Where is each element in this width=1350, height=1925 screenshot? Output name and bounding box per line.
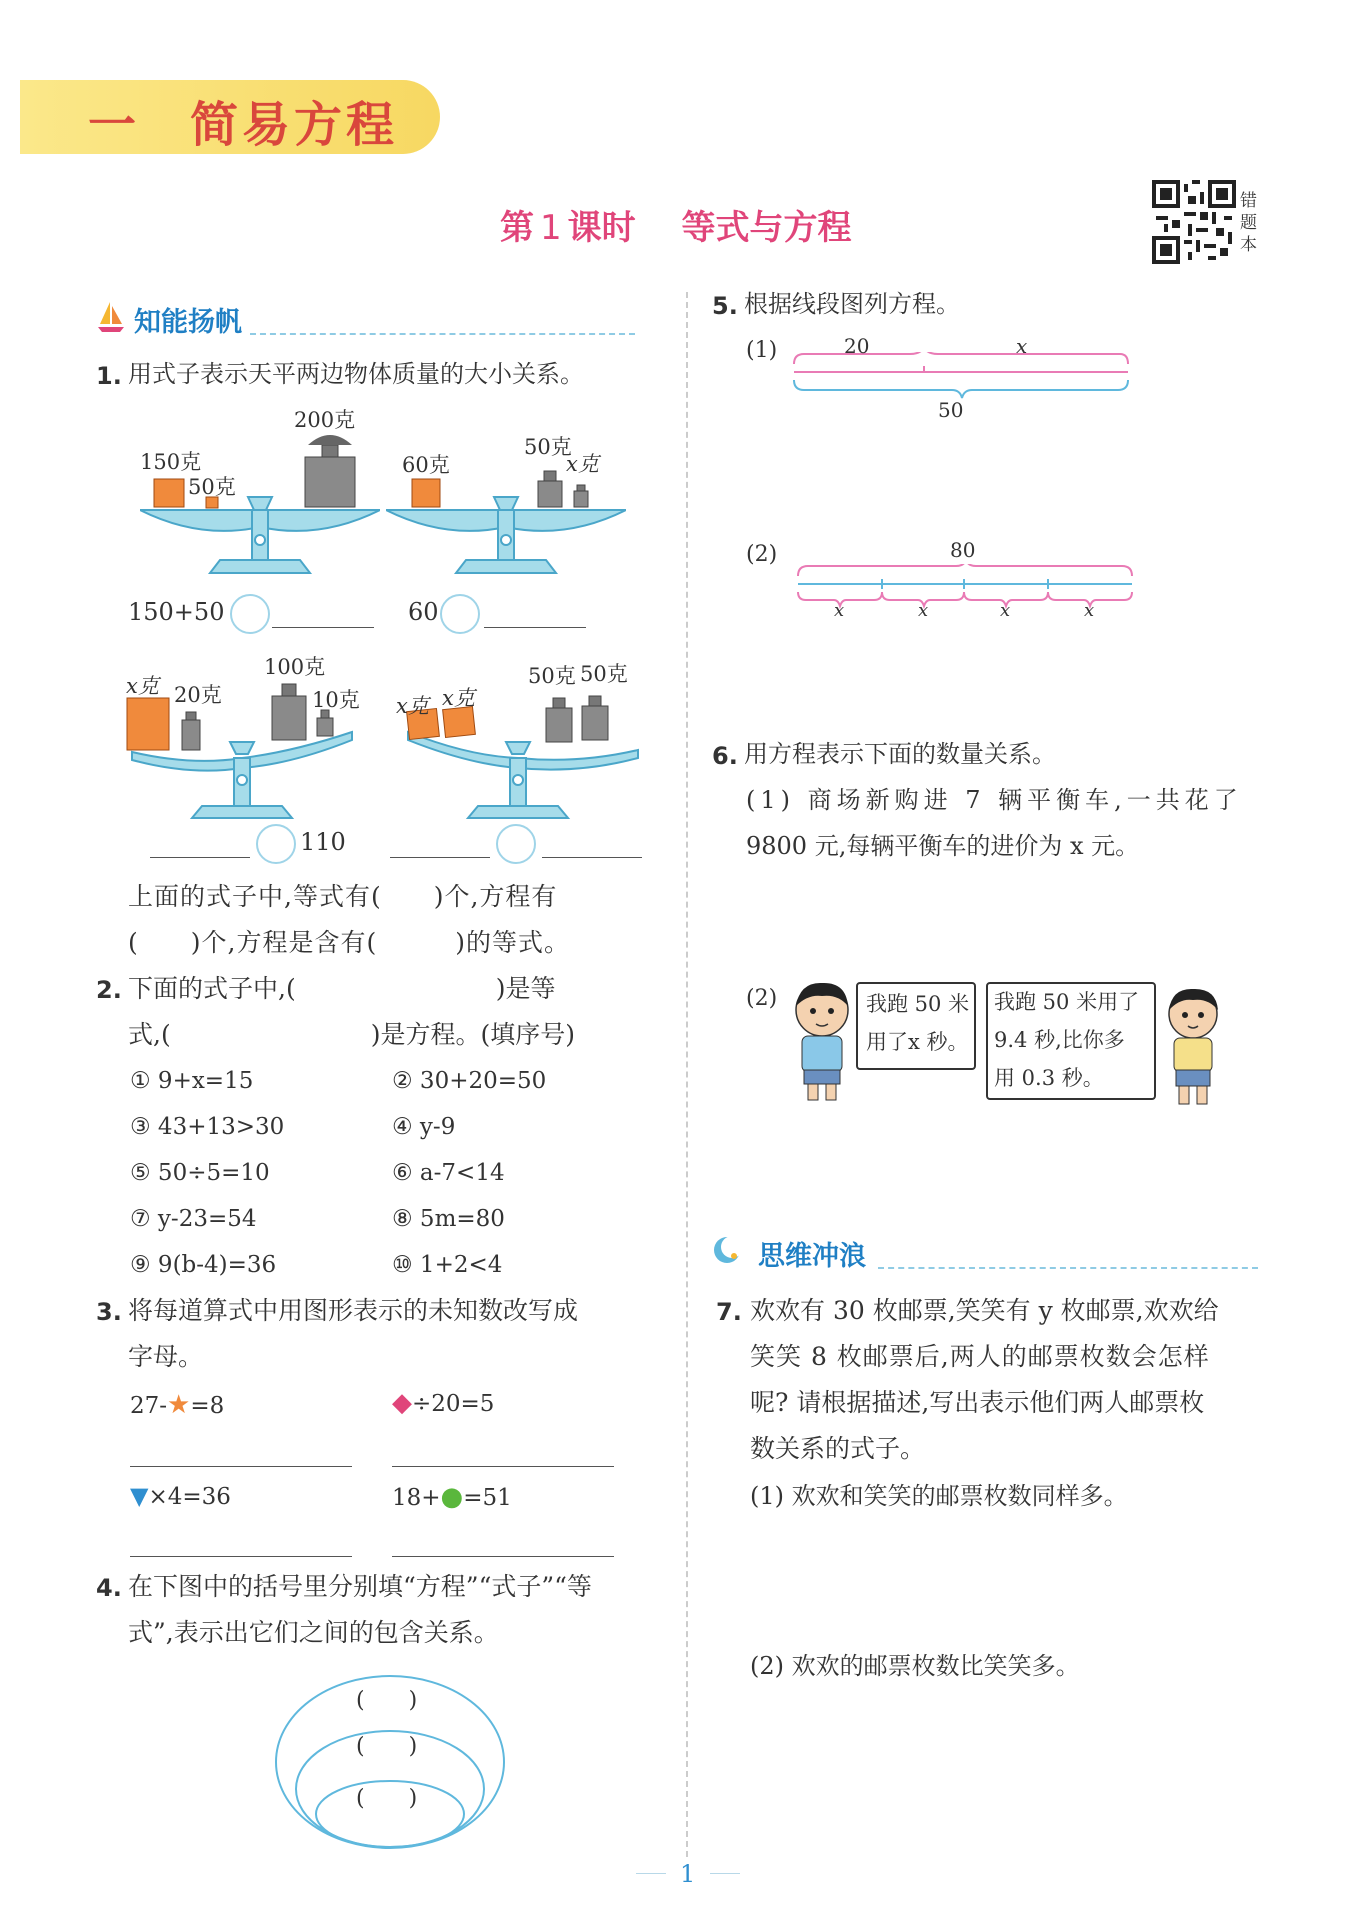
q2-line2: 式,( )是方程。(填序号) bbox=[128, 1020, 575, 1049]
scale2-label-a: 60克 bbox=[402, 453, 450, 477]
q7-p1: (1) 欢欢和笑笑的邮票枚数同样多。 bbox=[750, 1482, 1128, 1510]
q4-paren-inner[interactable]: ( ) bbox=[356, 1786, 418, 1811]
q3-eq4 bbox=[392, 1482, 512, 1513]
boy-character-2 bbox=[1160, 984, 1226, 1118]
scale2-label-b: 50克 bbox=[524, 435, 572, 459]
q3-eq2-answer[interactable] bbox=[392, 1466, 614, 1467]
q2-item-5: ⑤ 50÷5=10 bbox=[130, 1160, 270, 1186]
scale3-label-a: x克 bbox=[126, 674, 159, 698]
page-number: 1 bbox=[680, 1860, 696, 1888]
q3-eq1-left: 27- bbox=[130, 1393, 168, 1419]
star-icon: ★ bbox=[167, 1390, 191, 1420]
bubble2-line2: 9.4 秒,比你多 bbox=[994, 1028, 1125, 1052]
qr-code-icon[interactable] bbox=[1152, 180, 1236, 264]
q3-eq4-answer[interactable] bbox=[392, 1556, 614, 1557]
q5-p1-b: x bbox=[1016, 334, 1028, 358]
scale4-answer-blank-left[interactable] bbox=[390, 857, 490, 858]
q7-line3: 呢? 请根据描述,写出表示他们两人邮票枚 bbox=[750, 1388, 1205, 1417]
q3-number: 3. bbox=[96, 1298, 122, 1326]
q5-number: 5. bbox=[712, 292, 738, 320]
green-circle-icon: ● bbox=[440, 1482, 464, 1512]
lesson-suffix: 课时 bbox=[567, 208, 636, 248]
q3-eq3 bbox=[130, 1482, 231, 1512]
q5-p1-total: 50 bbox=[938, 398, 964, 422]
q5-p2-seg-1: x bbox=[834, 600, 845, 621]
scale2-label-c: x克 bbox=[566, 452, 599, 476]
q5-p1-a: 20 bbox=[844, 334, 870, 358]
diamond-icon: ◆ bbox=[392, 1388, 412, 1418]
moon-icon bbox=[712, 1234, 744, 1270]
scale1-label-c: 200克 bbox=[294, 408, 356, 432]
scale1-label-a: 150克 bbox=[140, 450, 202, 474]
bubble2-line1: 我跑 50 米用了 bbox=[994, 990, 1140, 1014]
page-number-rule-right bbox=[710, 1873, 740, 1874]
q3-line1: 将每道算式中用图形表示的未知数改写成 bbox=[128, 1296, 579, 1325]
q3-eq2-right: ÷20=5 bbox=[412, 1391, 495, 1417]
q1-text: 用式子表示天平两边物体质量的大小关系。 bbox=[128, 360, 584, 388]
scale2-answer-blank[interactable] bbox=[484, 627, 586, 628]
scale4-answer-blank-right[interactable] bbox=[542, 857, 642, 858]
q3-eq1-answer[interactable] bbox=[130, 1466, 352, 1467]
q7-line2: 笑笑 8 枚邮票后,两人的邮票枚数会怎样 bbox=[750, 1342, 1210, 1371]
column-divider bbox=[686, 292, 688, 1857]
q2-item-3: ③ 43+13>30 bbox=[130, 1114, 285, 1140]
sailboat-icon bbox=[96, 300, 126, 338]
section-title-2: 思维冲浪 bbox=[758, 1241, 866, 1272]
section-underline-2 bbox=[878, 1267, 1258, 1269]
scale3-label-c: 100克 bbox=[264, 655, 326, 679]
chapter-title: 简易方程 bbox=[190, 97, 399, 153]
q5-p2-total: 80 bbox=[950, 538, 976, 562]
q1-summary-line1: 上面的式子中,等式有( )个,方程有 bbox=[128, 882, 558, 911]
lesson-prefix: 第 bbox=[500, 208, 534, 248]
bubble1-line1: 我跑 50 米 bbox=[866, 992, 970, 1016]
scale3-label-d: 10克 bbox=[312, 688, 360, 712]
q5-segment-diagram-1 bbox=[792, 352, 1132, 404]
balance-scale-3 bbox=[122, 640, 362, 824]
q2-item-1: ① 9+x=15 bbox=[130, 1068, 254, 1094]
scale2-answer-circle[interactable] bbox=[440, 594, 480, 634]
scale1-answer-blank[interactable] bbox=[272, 627, 374, 628]
q2-item-4: ④ y-9 bbox=[392, 1114, 456, 1140]
scale1-expression: 150+50 bbox=[128, 598, 225, 626]
q4-paren-middle[interactable]: ( ) bbox=[356, 1734, 418, 1759]
q5-text: 根据线段图列方程。 bbox=[744, 290, 960, 318]
section-underline-1 bbox=[250, 333, 635, 335]
q7-line4: 数关系的式子。 bbox=[750, 1434, 926, 1463]
q1-summary-line2: ( )个,方程是含有( )的等式。 bbox=[128, 928, 570, 957]
boy-character-1 bbox=[786, 978, 858, 1112]
q2-number: 2. bbox=[96, 976, 122, 1004]
scale2-expression: 60 bbox=[408, 598, 439, 626]
q3-eq3-right: ×4=36 bbox=[148, 1484, 231, 1510]
q2-item-6: ⑥ a-7<14 bbox=[392, 1160, 505, 1186]
bubble1-line2: 用了x 秒。 bbox=[866, 1030, 969, 1054]
q3-eq2 bbox=[392, 1388, 494, 1419]
q2-item-10: ⑩ 1+2<4 bbox=[392, 1252, 503, 1278]
q1-number: 1. bbox=[96, 362, 122, 390]
q2-item-7: ⑦ y-23=54 bbox=[130, 1206, 257, 1232]
q6-number: 6. bbox=[712, 742, 738, 770]
q7-line1: 欢欢有 30 枚邮票,笑笑有 y 枚邮票,欢欢给 bbox=[750, 1296, 1219, 1325]
q3-eq1 bbox=[130, 1390, 224, 1421]
scale4-label-b: x克 bbox=[442, 686, 475, 710]
q7-number: 7. bbox=[716, 1298, 742, 1326]
q3-eq4-right: =51 bbox=[463, 1485, 512, 1511]
triangle-icon: ▼ bbox=[130, 1482, 149, 1510]
page-number-rule-left bbox=[636, 1873, 666, 1874]
q5-p2-label: (2) bbox=[746, 542, 778, 567]
balance-scale-2 bbox=[386, 405, 626, 589]
q5-p2-seg-3: x bbox=[1000, 600, 1011, 621]
q3-eq3-answer[interactable] bbox=[130, 1556, 352, 1557]
q6-p1-line1: (1) 商场新购进 7 辆平衡车,一共花了 bbox=[746, 786, 1243, 814]
lesson-number: 1 bbox=[540, 208, 562, 248]
q6-p1-line2: 9800 元,每辆平衡车的进价为 x 元。 bbox=[746, 832, 1140, 860]
q4-line2: 式”,表示出它们之间的包含关系。 bbox=[128, 1618, 499, 1647]
q6-text: 用方程表示下面的数量关系。 bbox=[744, 740, 1056, 768]
scale4-label-a: x克 bbox=[396, 694, 429, 718]
q5-p2-seg-4: x bbox=[1084, 600, 1095, 621]
bubble2-line3: 用 0.3 秒。 bbox=[994, 1066, 1104, 1090]
lesson-name: 等式与方程 bbox=[681, 208, 852, 248]
scale4-answer-circle[interactable] bbox=[496, 824, 536, 864]
scale3-answer-blank[interactable] bbox=[150, 857, 250, 858]
scale3-label-b: 20克 bbox=[174, 683, 222, 707]
scale1-label-b: 50克 bbox=[188, 475, 236, 499]
q4-line1: 在下图中的括号里分别填“方程”“式子”“等 bbox=[128, 1572, 592, 1601]
lesson-title bbox=[500, 200, 851, 249]
chapter-number: 一 bbox=[88, 97, 137, 153]
q2-item-9: ⑨ 9(b-4)=36 bbox=[130, 1252, 277, 1278]
scale1-answer-circle[interactable] bbox=[230, 594, 270, 634]
q3-eq1-right: =8 bbox=[190, 1393, 225, 1419]
q6-p2-label: (2) bbox=[746, 986, 778, 1011]
qr-label: 错题本 bbox=[1240, 191, 1257, 255]
q3-eq4-left: 18+ bbox=[392, 1485, 441, 1511]
scale3-expression: 110 bbox=[300, 828, 346, 856]
q4-number: 4. bbox=[96, 1574, 122, 1602]
scale3-answer-circle[interactable] bbox=[256, 824, 296, 864]
q4-paren-outer[interactable]: ( ) bbox=[356, 1688, 418, 1713]
scale4-label-d: 50克 bbox=[580, 662, 628, 686]
section-title-1: 知能扬帆 bbox=[134, 307, 242, 338]
q3-line2: 字母。 bbox=[128, 1342, 204, 1371]
scale4-label-c: 50克 bbox=[528, 664, 576, 688]
q2-item-2: ② 30+20=50 bbox=[392, 1068, 547, 1094]
q2-item-8: ⑧ 5m=80 bbox=[392, 1206, 505, 1232]
q2-line1: 下面的式子中,( )是等 bbox=[128, 974, 556, 1003]
q5-p2-seg-2: x bbox=[918, 600, 929, 621]
q7-p2: (2) 欢欢的邮票枚数比笑笑多。 bbox=[750, 1652, 1080, 1680]
q5-p1-label: (1) bbox=[746, 338, 778, 363]
